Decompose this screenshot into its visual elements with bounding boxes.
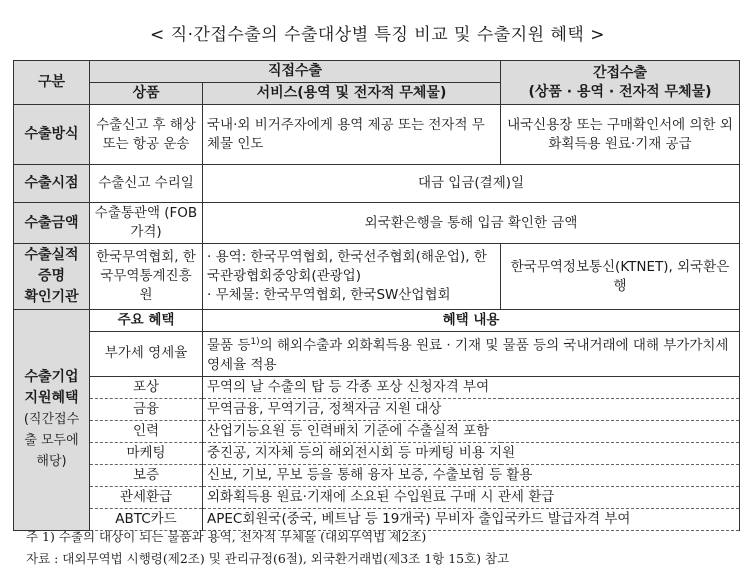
benefit-name: ABTC카드 [90,508,203,530]
method-indirect: 내국신용장 또는 구매확인서에 의한 외화획득용 원료·기재 공급 [501,105,740,165]
benefit-detail: 무역금융, 무역기금, 정책자금 지원 대상 [203,398,740,420]
benefits-label-3: (직간접수 [23,412,80,428]
footnote-1: 주 1) 수출의 대상이 되는 물품과 용역, 전자적 무체물 (대외무역법 제2조) [26,529,427,544]
amount-rest: 외국환은행을 통해 입금 확인한 금액 [203,203,740,244]
cert-services-line2: · 무체물: 한국무역협회, 한국SW산업협회 [207,287,451,303]
benefits-col-detail: 혜택 내용 [203,310,740,332]
benefit-detail: 무역의 날 수출의 탑 등 각종 포상 신청자격 부여 [203,376,740,398]
benefit-name: 부가세 영세율 [90,332,203,377]
header-indirect-title: 간접수출 [592,64,648,81]
benefit-detail: APEC회원국(중국, 베트남 등 19개국) 무비자 출입국카드 발급자격 부여 [203,508,740,530]
cert-label-2: 증명 [37,268,66,284]
header-indirect-sub: (상품 · 용역 · 전자적 무체물) [528,83,712,100]
benefit-detail: 신보, 기보, 무보 등을 통해 융자 보증, 수출보험 등 활용 [203,464,740,486]
page-title: < 직·간접수출의 수출대상별 특징 비교 및 수출지원 혜택 > [150,25,605,45]
cert-label-1: 수출실적 [24,247,79,263]
method-services: 국내·외 비거주자에게 용역 제공 또는 전자적 무체물 인도 [203,105,501,165]
benefit-detail-post: 의 해외수출과 외화획득용 원료 · 기재 및 물품 등의 국내거래에 대해 부가가치세 영세율 적용 [207,337,729,373]
benefit-name: 보증 [90,464,203,486]
row-label-benefits [14,310,90,531]
benefit-name: 포상 [90,376,203,398]
header-goods: 상품 [90,83,203,105]
cert-services-line1: · 용역: 한국무역협회, 한국선주협회(해운업), 한국관광협회중앙회(관광업) [207,249,487,284]
benefit-name: 금융 [90,398,203,420]
row-label-cert [14,244,90,310]
benefit-detail [203,332,740,377]
timing-goods: 수출신고 수리일 [90,165,203,203]
benefit-name: 인력 [90,420,203,442]
cert-indirect: 한국무역정보통신(KTNET), 외국환은행 [501,244,740,310]
benefit-name: 마케팅 [90,442,203,464]
benefit-detail: 중진공, 지자체 등의 해외전시회 등 마케팅 비용 지원 [203,442,740,464]
row-label-method: 수출방식 [14,105,90,165]
row-label-amount: 수출금액 [14,203,90,244]
benefits-label-5: 해당) [36,454,67,470]
cert-goods: 한국무역협회, 한국무역통계진흥원 [90,244,203,310]
header-category: 구분 [14,61,90,105]
cert-label-3: 확인기관 [24,289,79,305]
comparison-table [13,60,740,531]
footnote-marker: 1) [250,337,260,347]
header-indirect [501,61,740,105]
benefit-name: 관세환급 [90,486,203,508]
benefits-label-4: 출 모두에 [24,433,79,449]
benefit-detail-pre: 물품 등 [207,337,251,354]
benefits-label-1: 수출기업 [24,369,79,386]
timing-rest: 대금 입금(결제)일 [203,165,740,203]
benefit-detail: 외화획득용 원료·기재에 소요된 수입원료 구매 시 관세 환급 [203,486,740,508]
benefits-col-main: 주요 혜택 [90,310,203,332]
cert-services [203,244,501,310]
benefits-label-2: 지원혜택 [24,390,79,407]
amount-goods: 수출통관액 (FOB 가격) [90,203,203,244]
header-direct: 직접수출 [90,61,501,83]
row-label-timing: 수출시점 [14,165,90,203]
source-note: 자료 : 대외무역법 시행령(제2조) 및 관리규정(6절), 외국환거래법(제3조 1항 15호) 참고 [26,551,510,566]
method-goods: 수출신고 후 해상 또는 항공 운송 [90,105,203,165]
header-services: 서비스(용역 및 전자적 무체물) [203,83,501,105]
benefit-detail: 산업기능요원 등 인력배치 기준에 수출실적 포함 [203,420,740,442]
